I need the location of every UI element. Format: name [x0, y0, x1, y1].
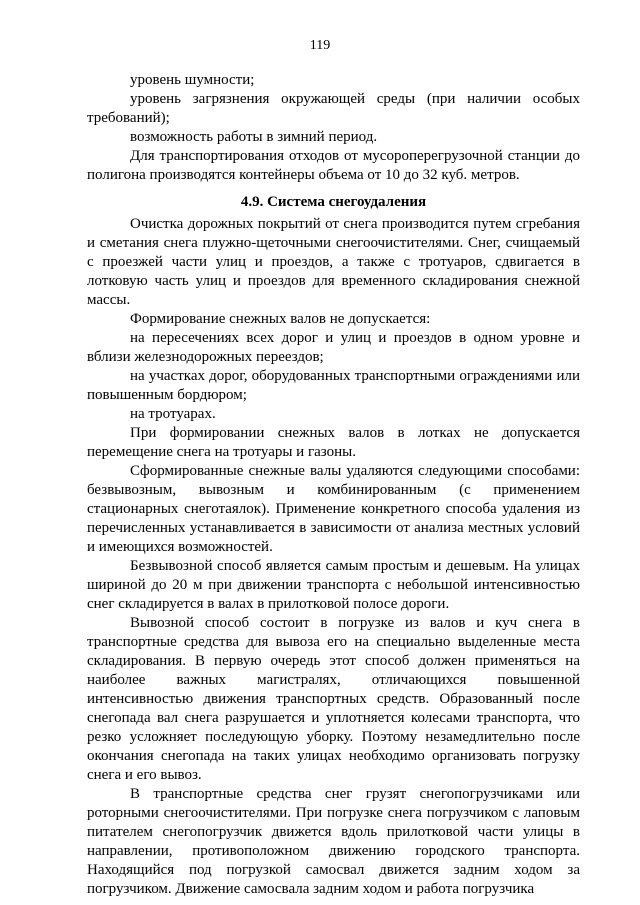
- paragraph: Сформированные снежные валы удаляются следующими способами: безвывозным, вывозным и комбинированным (с применением стационарных снеготаялок). Применение конкретного способа удаления из перечисленных устанавливается в зависимости от анализа местных условий и имеющихся возможностей.: [87, 463, 580, 555]
- paragraph: на участках дорог, оборудованных транспортными ограждениями или повышенным бордюром;: [87, 368, 580, 403]
- paragraph: возможность работы в зимний период.: [130, 129, 378, 145]
- paragraph: Безвывозной способ является самым простым и дешевым. На улицах шириной до 20 м при движении транспорта с небольшой интенсивностью снег складируется в валах в прилотковой полосе дороги.: [87, 558, 580, 612]
- paragraph: Вывозной способ состоит в погрузке из валов и куч снега в транспортные средства для вывоза его на специально выделенные места складирования. В первую очередь этот способ должен применяться на наиболее важных магистралях, отличающихся повышенной интенсивностью движения транспортных средств. Образованный после снегопада вал снега разрушается и уплотняется колесами транспорта, что резко усложняет последующую уборку. Поэтому незамедлительно после окончания снегопада на таких улицах необходимо организовать погрузку снега и его вывоз.: [87, 615, 580, 783]
- paragraph: Для транспортирования отходов от мусороперегрузочной станции до полигона производятся контейнеры объема от 10 до 32 куб. метров.: [87, 148, 580, 183]
- paragraph: Очистка дорожных покрытий от снега производится путем сгребания и сметания снега плужно-щеточными снегоочистителями. Снег, счищаемый с проезжей части улиц и проездов, а также с тротуаров, сдвигается в лотковую часть улиц и проездов для временного складирования снежной массы.: [87, 216, 580, 308]
- paragraph: В транспортные средства снег грузят снегопогрузчиками или роторными снегоочистителями. При погрузке снега погрузчиком с лаповым питателем снегопогрузчик движется вдоль прилотковой части улицы в направлении, противоположном движению городского транспорта. Находящийся под погрузкой самосвал движется задним ходом за погрузчиком. Движение самосвала задним ходом и работа погрузчика: [87, 786, 580, 897]
- paragraph: При формировании снежных валов в лотках не допускается перемещение снега на тротуары и газоны.: [87, 425, 580, 460]
- paragraph: на пересечениях всех дорог и улиц и проездов в одном уровне и вблизи железнодорожных переездов;: [87, 330, 580, 365]
- section-heading: 4.9. Система снегоудаления: [240, 194, 427, 210]
- page-number: 119: [309, 38, 331, 53]
- paragraph: уровень загрязнения окружающей среды (при наличии особых требований);: [87, 91, 580, 126]
- paragraph: уровень шумности;: [130, 72, 255, 88]
- paragraph: Формирование снежных валов не допускается:: [130, 311, 431, 327]
- page-body: [87, 71, 580, 899]
- paragraph: на тротуарах.: [130, 406, 216, 422]
